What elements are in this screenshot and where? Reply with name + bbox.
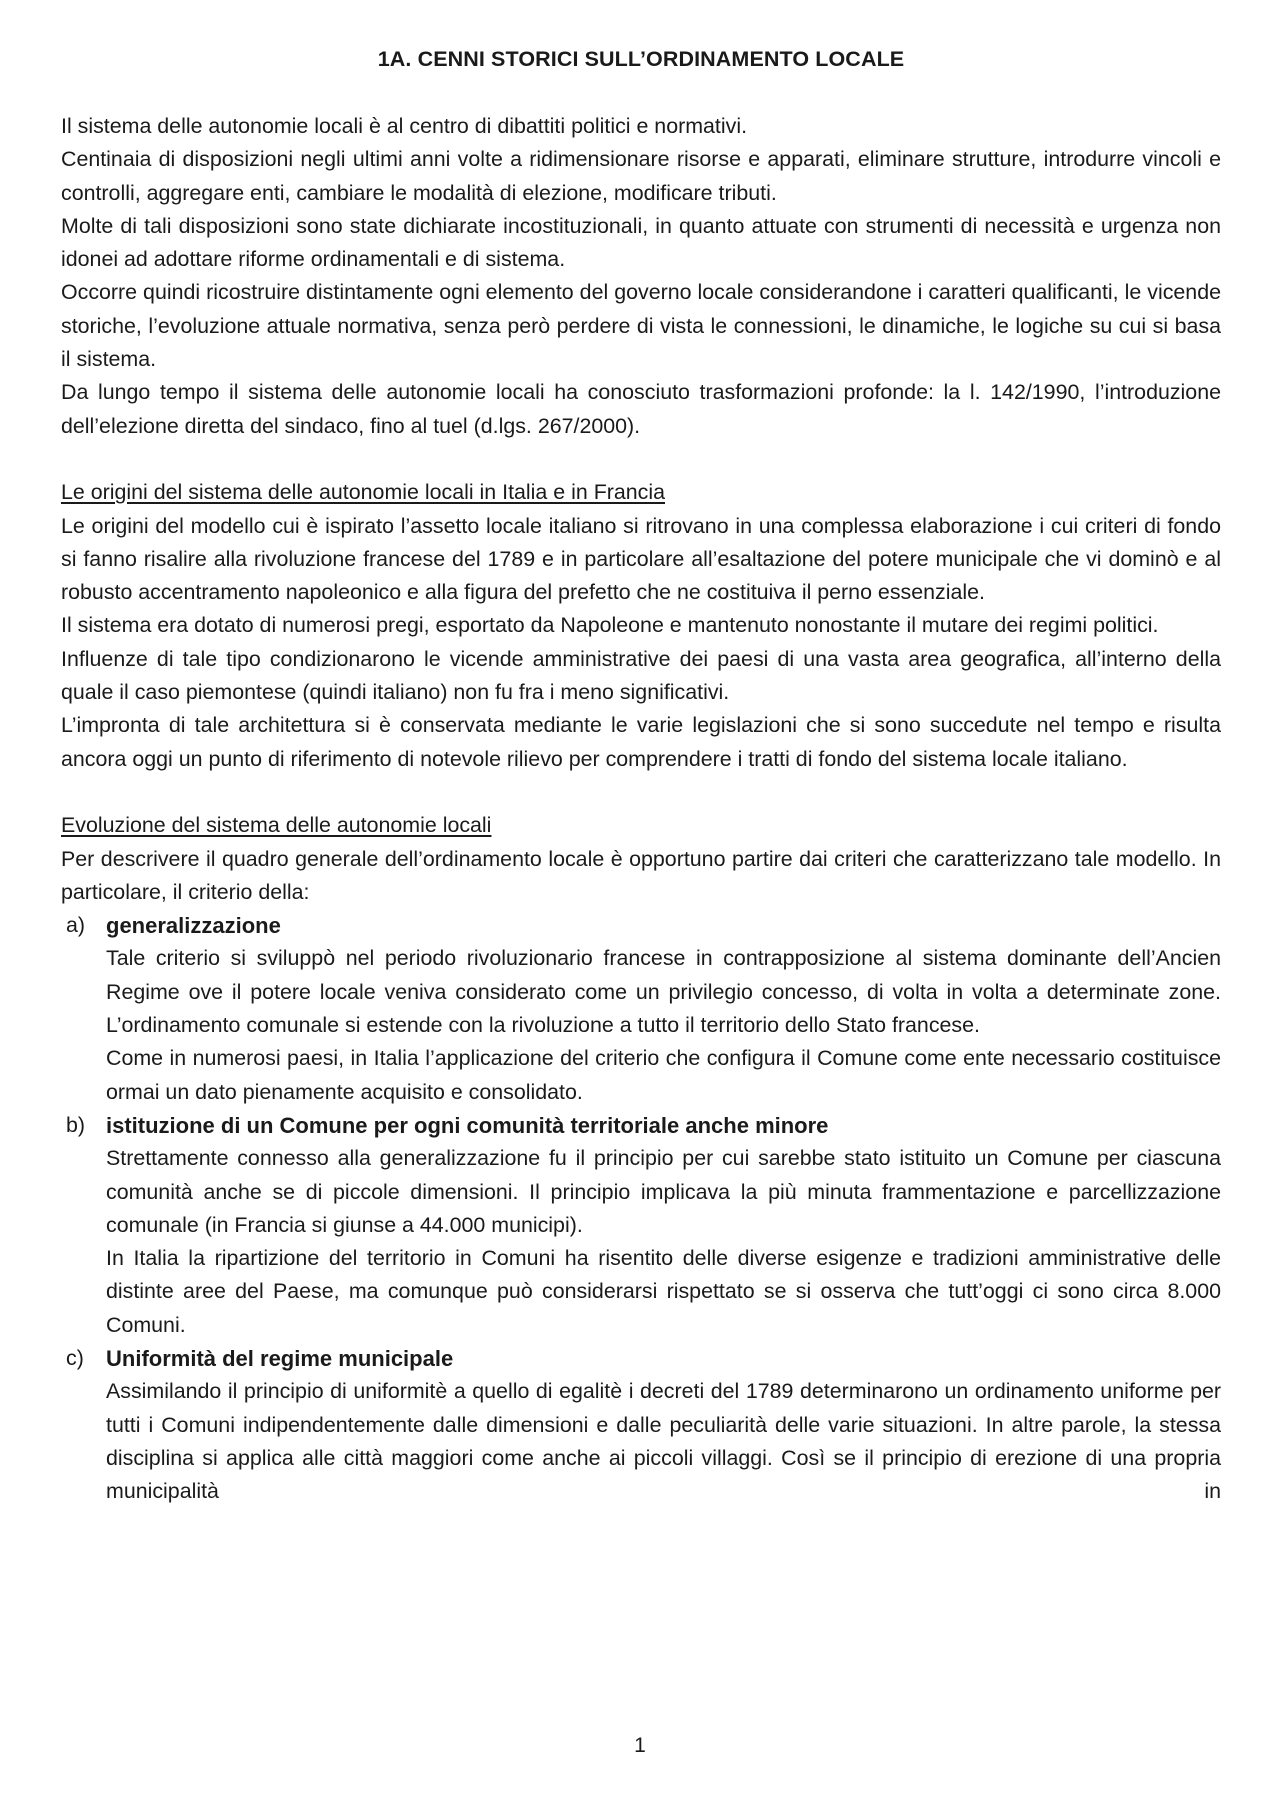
evolution-intro-paragraph: Per descrivere il quadro generale dell’ordinamento locale è opportuno partire dai criteri che caratterizzano tale modello. In particolare, il criterio della:	[61, 846, 1221, 904]
list-marker: b)	[66, 1112, 86, 1137]
intro-paragraph-3: Molte di tali disposizioni sono state dichiarate incostituzionali, in quanto attuate con strumenti di necessità e urgenza non idonei ad adottare riforme ordinamentali e di sistema.	[61, 213, 1221, 272]
criteria-list-item-c	[61, 1342, 1221, 1508]
page-title: 1A. CENNI STORICI SULL’ORDINAMENTO LOCALE	[377, 47, 905, 71]
criterion-paragraph: Come in numerosi paesi, in Italia l’applicazione del criterio che configura il Comune come ente necessario costituisce ormai un dato pienamente acquisito e consolidato.	[106, 1046, 1221, 1104]
section-heading-evolution: Evoluzione del sistema delle autonomie locali	[61, 813, 492, 838]
document-body	[61, 110, 1221, 1508]
criteria-list-item-a	[61, 909, 1221, 1109]
section-heading-origins: Le origini del sistema delle autonomie locali in Italia e in Francia	[61, 480, 666, 505]
spacer	[61, 776, 1221, 809]
criterion-title: generalizzazione	[106, 913, 281, 939]
criterion-title: Uniformità del regime municipale	[106, 1345, 454, 1371]
list-marker: c)	[66, 1345, 84, 1370]
list-marker: a)	[66, 913, 86, 938]
page-number: 1	[634, 1734, 646, 1757]
criterion-title: istituzione di un Comune per ogni comunità territoriale anche minore	[106, 1112, 829, 1138]
criterion-paragraph: Tale criterio si sviluppò nel periodo rivoluzionario francese in contrapposizione al sistema dominante dell’Ancien Regime ove il potere locale veniva considerato come un privilegio concesso, di volta in volta a determinate zone. L’ordinamento comunale si estende con la rivoluzione a tutto il territorio dello Stato francese.	[106, 946, 1221, 1038]
intro-paragraph-2: Centinaia di disposizioni negli ultimi anni volte a ridimensionare risorse e apparati, eliminare strutture, introdurre vincoli e controlli, aggregare enti, cambiare le modalità di elezione, modificare tributi.	[61, 147, 1221, 205]
intro-paragraph-4: Occorre quindi ricostruire distintamente ogni elemento del governo locale considerandone i caratteri qualificanti, le vicende storiche, l’evoluzione attuale normativa, senza però perdere di vista le connessioni, le dinamiche, le logiche su cui si basa il sistema.	[61, 280, 1221, 372]
origins-paragraph-2: Il sistema era dotato di numerosi pregi, esportato da Napoleone e mantenuto nonostante il mutare dei regimi politici.	[61, 613, 1159, 638]
origins-paragraph-1: Le origini del modello cui è ispirato l’assetto locale italiano si ritrovano in una complessa elaborazione i cui criteri di fondo si fanno risalire alla rivoluzione francese del 1789 e in particolare all’esaltazione del potere municipale che vi dominò e al robusto accentramento napoleonico e alla figura del prefetto che ne costituiva il perno essenziale.	[61, 513, 1221, 605]
origins-paragraph-4: L’impronta di tale architettura si è conservata mediante le varie legislazioni che si sono succedute nel tempo e risulta ancora oggi un punto di riferimento di notevole rilievo per comprendere i tratti di fondo del sistema locale italiano.	[61, 713, 1221, 771]
criterion-paragraph: Assimilando il principio di uniformitè a quello di egalitè i decreti del 1789 determinarono un ordinamento uniforme per tutti i Comuni indipendentemente dalle dimensioni e dalle peculiarità delle varie situazioni. In altre parole, la stessa disciplina si applica alle città maggiori come anche ai piccoli villaggi. Così se il principio di erezione di una propria municipalità in	[106, 1379, 1221, 1504]
document-page	[61, 0, 1221, 1508]
intro-paragraph-1: Il sistema delle autonomie locali è al centro di dibattiti politici e normativi.	[61, 114, 748, 138]
intro-paragraph-5: Da lungo tempo il sistema delle autonomie locali ha conosciuto trasformazioni profonde: la l. 142/1990, l’introduzione dell’elezione diretta del sindaco, fino al tuel (d.lgs. 267/2000).	[61, 380, 1221, 438]
spacer	[61, 443, 1221, 476]
origins-paragraph-3: Influenze di tale tipo condizionarono le vicende amministrative dei paesi di una vasta area geografica, all’interno della quale il caso piemontese (quindi italiano) non fu fra i meno significativi.	[61, 646, 1221, 705]
criterion-paragraph: In Italia la ripartizione del territorio in Comuni ha risentito delle diverse esigenze e tradizioni amministrative delle distinte aree del Paese, ma comunque può considerarsi rispettato se si osserva che tutt’oggi ci sono circa 8.000 Comuni.	[106, 1246, 1221, 1337]
criteria-list-item-b	[61, 1109, 1221, 1342]
criterion-paragraph: Strettamente connesso alla generalizzazione fu il principio per cui sarebbe stato istituito un Comune per ciascuna comunità anche se di piccole dimensioni. Il principio implicava la più minuta frammentazione e parcellizzazione comunale (in Francia si giunse a 44.000 municipi).	[106, 1146, 1221, 1237]
